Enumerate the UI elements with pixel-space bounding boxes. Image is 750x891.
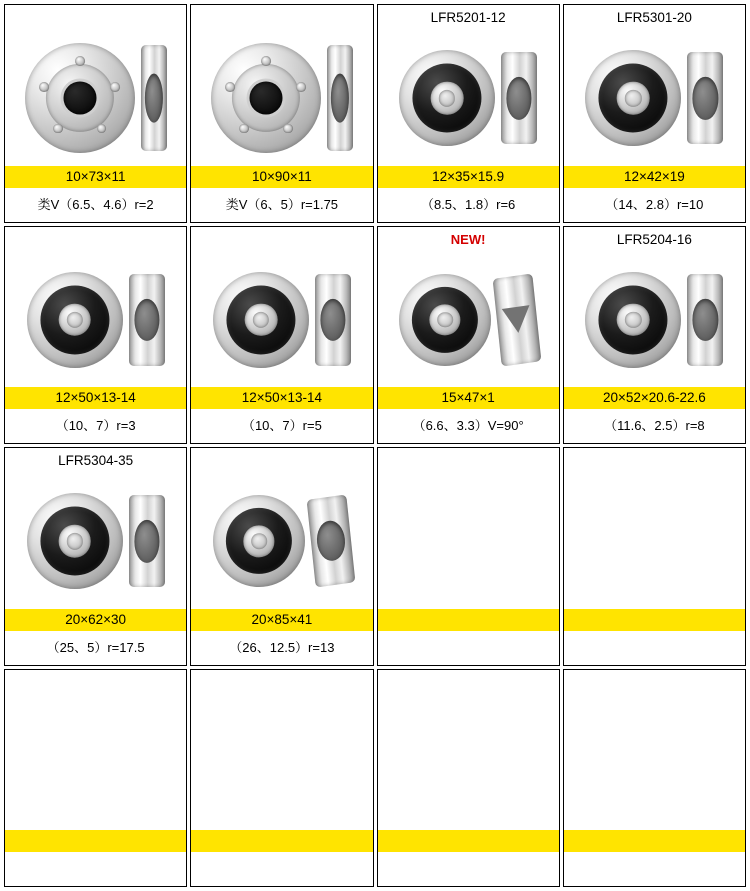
product-title <box>378 670 559 696</box>
spec-text: （26、12.5）r=13 <box>229 639 335 655</box>
bolt-hole-icon <box>296 82 306 92</box>
product-title: LFR5301-20 <box>616 10 692 25</box>
product-cell <box>190 447 373 666</box>
spec-text <box>564 631 745 665</box>
pulley-side-view <box>141 45 167 151</box>
pulley-side-view <box>501 52 537 144</box>
spec-text <box>564 852 745 886</box>
product-cell <box>377 447 560 666</box>
groove-profile <box>134 299 159 341</box>
product-title <box>191 227 372 253</box>
groove-profile <box>507 77 532 119</box>
product-image-area <box>5 474 186 609</box>
product-title: LFR5304-35 <box>58 453 134 468</box>
bolt-hole-icon <box>261 56 271 66</box>
product-title: LFR5201-12 <box>430 10 506 25</box>
product-title <box>378 448 559 474</box>
size-band: 20×85×41 <box>191 609 372 631</box>
groove-profile <box>145 74 163 123</box>
product-image-area <box>191 474 372 609</box>
pulley-front-view <box>27 493 123 589</box>
product-image-area <box>191 696 372 831</box>
size-band <box>564 609 745 631</box>
pulley-front-view <box>213 495 305 587</box>
pulley-hub <box>63 82 96 115</box>
pulley-side-view <box>687 274 723 366</box>
pulley-front-view <box>399 50 495 146</box>
groove-profile <box>331 74 349 123</box>
size-band <box>378 609 559 631</box>
product-cell <box>190 669 373 888</box>
product-image-area <box>564 474 745 609</box>
pulley-side-view <box>315 274 351 366</box>
spec-text <box>378 631 559 665</box>
bolt-hole-icon <box>39 82 49 92</box>
pulley-front-view <box>25 43 135 153</box>
product-cell <box>4 447 187 666</box>
product-image <box>382 33 555 164</box>
spec-text <box>191 852 372 886</box>
bolt-hole-icon <box>75 56 85 66</box>
groove-profile <box>315 519 347 563</box>
product-image-area <box>191 253 372 388</box>
product-cell <box>563 4 746 223</box>
product-image <box>9 33 182 164</box>
size-band: 10×73×11 <box>5 166 186 188</box>
size-band: 10×90×11 <box>191 166 372 188</box>
product-title <box>5 5 186 31</box>
product-image-area <box>5 696 186 831</box>
groove-profile <box>134 520 159 562</box>
pulley-hub <box>249 82 282 115</box>
product-title <box>5 227 186 253</box>
bolt-hole-icon <box>97 124 107 134</box>
product-image <box>195 33 368 164</box>
product-title: LFR5204-16 <box>616 231 692 247</box>
bolt-hole-icon <box>283 124 293 134</box>
product-cell <box>4 226 187 445</box>
bolt-hole-icon <box>239 124 249 134</box>
product-cell <box>190 226 373 445</box>
size-band: 12×50×13-14 <box>191 387 372 409</box>
size-band: 12×35×15.9 <box>378 166 559 188</box>
pulley-side-view <box>493 273 542 366</box>
groove-profile <box>320 299 345 341</box>
spec-text: （14、2.8）r=10 <box>605 196 704 212</box>
product-cell <box>377 4 560 223</box>
size-band: 20×52×20.6-22.6 <box>564 387 745 409</box>
product-title <box>191 670 372 696</box>
pulley-front-view <box>211 43 321 153</box>
spec-text: （6.6、3.3）V=90° <box>412 418 524 433</box>
bolt-hole-icon <box>225 82 235 92</box>
product-image <box>382 255 555 386</box>
pulley-side-view <box>306 495 355 588</box>
size-band: 15×47×1 <box>378 387 559 409</box>
product-title <box>564 448 745 474</box>
product-cell <box>377 226 560 445</box>
product-image <box>195 255 368 386</box>
product-image-area <box>5 253 186 388</box>
product-title <box>191 448 372 474</box>
spec-text: （11.6、2.5）r=8 <box>604 418 705 433</box>
pulley-side-view <box>129 495 165 587</box>
pulley-side-view <box>687 52 723 144</box>
product-title <box>191 5 372 31</box>
bolt-hole-icon <box>53 124 63 134</box>
product-cell <box>563 447 746 666</box>
product-image-area <box>564 696 745 831</box>
product-image-area <box>378 31 559 166</box>
product-image-area <box>378 253 559 388</box>
product-image <box>195 476 368 607</box>
spec-text: （10、7）r=5 <box>241 418 322 433</box>
size-band: 12×50×13-14 <box>5 387 186 409</box>
groove-profile <box>693 299 718 341</box>
size-band: 20×62×30 <box>5 609 186 631</box>
spec-text <box>5 852 186 886</box>
spec-text: （10、7）r=3 <box>55 418 136 433</box>
size-band <box>564 830 745 852</box>
pulley-side-view <box>129 274 165 366</box>
product-title <box>564 670 745 696</box>
bolt-hole-icon <box>110 82 120 92</box>
product-title: NEW! <box>450 231 486 247</box>
product-title <box>5 670 186 696</box>
pulley-front-view <box>213 272 309 368</box>
product-image-area <box>378 474 559 609</box>
groove-profile <box>502 305 532 335</box>
product-image <box>9 255 182 386</box>
product-image <box>9 476 182 607</box>
product-image-area <box>564 253 745 388</box>
pulley-front-view <box>27 272 123 368</box>
product-cell <box>190 4 373 223</box>
pulley-front-view <box>399 274 491 366</box>
spec-text: （8.5、1.8）r=6 <box>420 196 516 212</box>
product-cell <box>563 669 746 888</box>
groove-profile <box>693 77 718 119</box>
pulley-front-view <box>585 272 681 368</box>
product-image-area <box>378 696 559 831</box>
product-image <box>568 33 741 164</box>
pulley-side-view <box>327 45 353 151</box>
spec-text: 类V（6、5）r=1.75 <box>225 196 339 212</box>
spec-text: （25、5）r=17.5 <box>46 639 145 655</box>
product-image <box>568 255 741 386</box>
product-image-area <box>191 31 372 166</box>
product-cell <box>377 669 560 888</box>
size-band: 12×42×19 <box>564 166 745 188</box>
spec-text <box>378 852 559 886</box>
product-cell <box>563 226 746 445</box>
product-image-area <box>564 31 745 166</box>
size-band <box>378 830 559 852</box>
size-band <box>5 830 186 852</box>
product-image-area <box>5 31 186 166</box>
bore-hole <box>437 312 453 328</box>
pulley-front-view <box>585 50 681 146</box>
size-band <box>191 830 372 852</box>
product-cell <box>4 4 187 223</box>
bore-hole <box>251 533 267 549</box>
spec-text: 类V（6.5、4.6）r=2 <box>37 196 154 212</box>
product-cell <box>4 669 187 888</box>
